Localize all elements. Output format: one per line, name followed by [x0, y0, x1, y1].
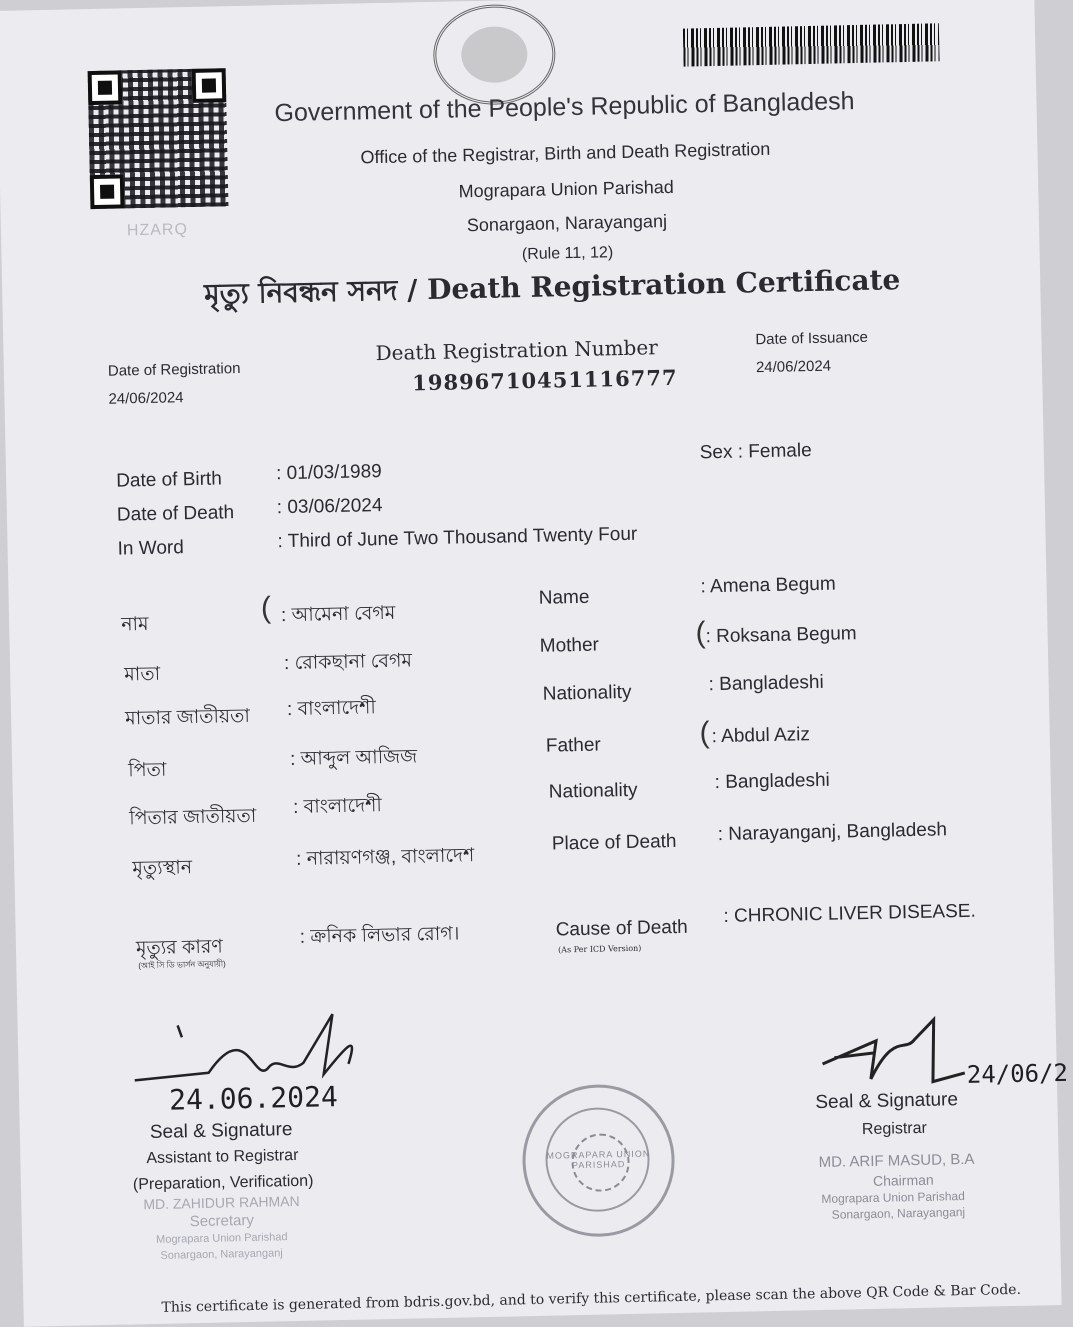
union-parishad-seal: [521, 1083, 676, 1238]
icd-note: (As Per ICD Version): [558, 943, 642, 955]
issuance-date-label: Date of Issuance: [755, 328, 869, 349]
bn-cause-label: মৃত্যুর কারণ: [135, 936, 224, 960]
rule-note: (Rule 11, 12): [521, 244, 614, 264]
bn-name-label: নাম: [121, 613, 149, 636]
registration-number: 19896710451116777: [411, 364, 678, 396]
bn-place-label: মৃত্যুস্থান: [132, 857, 193, 880]
name-value: : Amena Begum: [700, 573, 836, 598]
bn-father-value: : আব্দুল আজিজ: [289, 746, 418, 771]
dod-value: : 03/06/2024: [276, 495, 383, 519]
father-nationality-label: Nationality: [548, 779, 638, 803]
certificate-title: মৃত্যু নিবন্ধন সনদ / Death Registration Certificate: [203, 263, 901, 311]
registrar-seal-label: Seal & Signature: [815, 1089, 959, 1114]
verification-footer: This certificate is generated from bdris.gov.bd, and to verify this certificate, please scan the above QR Code & Bar Code.: [161, 1281, 1022, 1316]
assistant-signature: [127, 1003, 369, 1088]
seal-text: MOGRAPARA UNION PARISHAD: [546, 1148, 651, 1171]
bn-father-nationality-value: : বাংলাদেশী: [292, 795, 383, 818]
registrar-stamp-name: MD. ARIF MASUD, B.A: [818, 1150, 975, 1172]
bn-mother-nationality-label: মাতার জাতীয়তা: [124, 705, 251, 730]
office-heading: Office of the Registrar, Birth and Death Registration: [360, 138, 771, 168]
qr-caption: HZARQ: [126, 221, 189, 240]
dod-label: Date of Death: [116, 502, 235, 526]
bn-icd-note: (আই সি ডি ভার্সন অনুযায়ী): [138, 959, 226, 971]
assistant-seal-label: Seal & Signature: [149, 1119, 293, 1144]
name-label: Name: [538, 586, 590, 609]
union-heading: Mograpara Union Parishad: [458, 176, 674, 202]
bn-name-value: : আমেনা বেগম: [280, 602, 396, 627]
inword-label: In Word: [117, 537, 185, 560]
mother-value: : Roksana Begum: [705, 623, 857, 648]
check-mark: (: [260, 591, 272, 625]
registrar-signature: [814, 1011, 986, 1095]
bn-mother-nationality-value: : বাংলাদেশী: [286, 697, 377, 721]
registrar-stamp-title: Chairman: [872, 1171, 934, 1189]
registration-number-label: Death Registration Number: [375, 335, 658, 366]
assistant-stamp-location: Sonargaon, Narayanganj: [160, 1247, 283, 1262]
inword-value: : Third of June Two Thousand Twenty Four: [277, 523, 638, 553]
check-mark: (: [695, 616, 706, 650]
assistant-stamp-name: MD. ZAHIDUR RAHMAN: [143, 1192, 300, 1213]
place-of-death-value: : Narayanganj, Bangladesh: [717, 819, 948, 846]
bn-father-label: পিতা: [128, 759, 167, 782]
assistant-handwritten-date: 24.06.2024: [168, 1080, 339, 1117]
registrar-handwritten-date: 24/06/2: [966, 1058, 1069, 1089]
assistant-role-detail: (Preparation, Verification): [132, 1172, 314, 1194]
father-nationality-value: : Bangladeshi: [714, 769, 831, 794]
registrar-stamp-location: Sonargaon, Narayanganj: [831, 1204, 966, 1222]
mother-label: Mother: [539, 634, 600, 657]
assistant-stamp-org: Mograpara Union Parishad: [155, 1231, 288, 1246]
assistant-role: Assistant to Registrar: [146, 1146, 299, 1168]
government-emblem: [432, 3, 556, 106]
registration-date: 24/06/2024: [108, 389, 184, 408]
dob-label: Date of Birth: [115, 468, 223, 492]
assistant-stamp-title: Secretary: [189, 1211, 255, 1231]
sex-value: Sex : Female: [699, 440, 812, 464]
bn-father-nationality-label: পিতার জাতীয়তা: [129, 805, 257, 830]
registration-date-label: Date of Registration: [107, 359, 241, 380]
registrar-role: Registrar: [861, 1119, 928, 1139]
father-value: : Abdul Aziz: [711, 724, 811, 748]
bn-mother-label: মাতা: [124, 663, 161, 686]
mother-nationality-label: Nationality: [542, 681, 632, 705]
bn-mother-value: : রোকছানা বেগম: [283, 650, 413, 675]
bn-place-value: : নারায়ণগঞ্জ, বাংলাদেশ: [295, 845, 475, 870]
place-of-death-label: Place of Death: [551, 830, 677, 855]
cause-of-death-label: Cause of Death: [555, 916, 688, 941]
government-heading: Government of the People's Republic of Bangladesh: [274, 87, 855, 128]
father-label: Father: [545, 734, 601, 757]
qr-code: [88, 68, 229, 209]
bn-cause-value: : ক্রনিক লিভার রোগ।: [299, 923, 460, 948]
registrar-stamp-org: Mograpara Union Parishad: [821, 1188, 965, 1206]
mother-nationality-value: : Bangladeshi: [708, 671, 824, 696]
cause-of-death-value: : CHRONIC LIVER DISEASE.: [723, 900, 976, 927]
dob-value: : 01/03/1989: [275, 461, 382, 485]
issuance-date: 24/06/2024: [755, 357, 832, 377]
barcode: [683, 23, 940, 66]
check-mark: (: [699, 716, 710, 750]
location-heading: Sonargaon, Narayanganj: [466, 211, 668, 236]
